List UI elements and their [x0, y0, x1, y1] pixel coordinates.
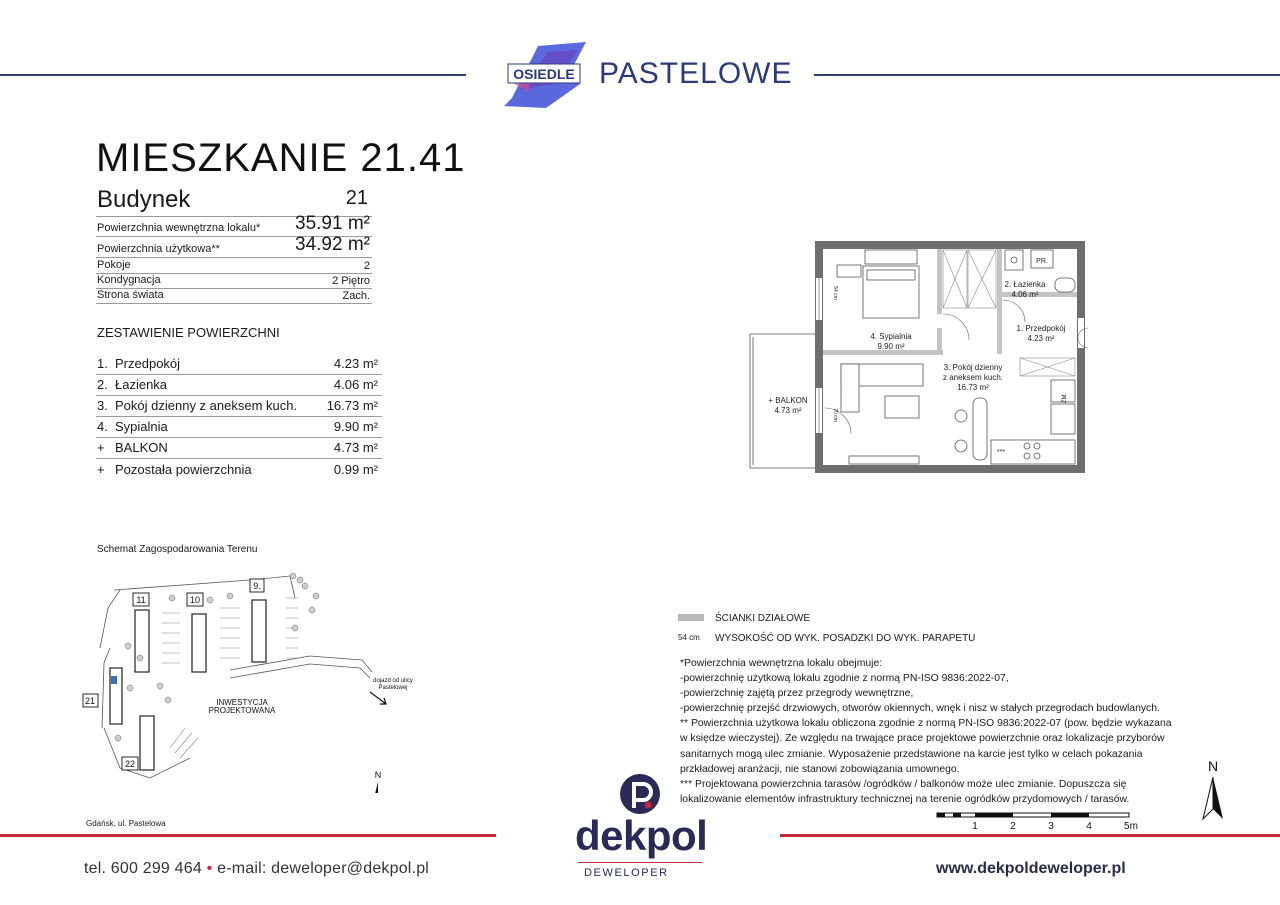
area-summary-title: ZESTAWIENIE POWIERZCHNI: [97, 325, 280, 340]
room-name: Przedpokój: [115, 356, 181, 371]
footnote-line: -powierzchnię użytkową lokalu zgodnie z normą PN-ISO 9836:2022-07,: [680, 673, 1009, 685]
room-row: [96, 375, 382, 396]
scale-tick: 1: [972, 821, 978, 832]
dekpol-wordmark: dekpol: [575, 812, 708, 859]
footnote-line: sanitarnych mogą ulec zmianie. Wyposażenie przedstawione na karcie jest tylko w celach pokazania: [680, 748, 1143, 760]
room-name: BALKON: [115, 440, 168, 455]
room-number: +: [97, 462, 105, 477]
header-line-left: [0, 74, 466, 76]
plan-legend: [678, 610, 998, 650]
room-row: [96, 459, 382, 480]
room-name: Pokój dzienny z aneksem kuch.: [115, 398, 298, 413]
contact-info: [84, 860, 429, 878]
osiedle-logo-text: OSIEDLE: [513, 66, 575, 82]
living-label: z aneksem kuch.: [942, 373, 1004, 382]
hall-label: 1. Przedpokój: [1016, 324, 1066, 333]
dekpol-rule: [578, 862, 702, 863]
info-value: 2: [363, 260, 370, 272]
separator-dot: •: [206, 860, 213, 877]
footnotes: [680, 656, 1200, 807]
room-number: 1.: [97, 356, 108, 371]
dekpol-subtitle: DEWELOPER: [584, 867, 669, 879]
access-label: Pastelowej: [378, 685, 408, 691]
info-label: Strona świata: [97, 289, 164, 301]
footnote-line: lokalizowanie elementów infrastruktury technicznej na terenie ogródków przydomowych / tarasów.: [680, 793, 1130, 805]
brand-name: PASTELOWE: [599, 57, 793, 90]
phone-number[interactable]: tel. 600 299 464: [84, 860, 202, 877]
footnote-line: w księdze wieczystej). Ze względu na trwające prace projektowe powierzchnie oraz lokalizacje przyborów: [680, 733, 1165, 745]
footnote-line: *** Projektowana powierzchnia tarasów /ogródków / balkonów może ulec zmianie. Dopuszcza się: [680, 778, 1127, 790]
living-label: 3. Pokój dzienny: [943, 363, 1003, 372]
balcony-area: 4.73 m²: [774, 406, 802, 415]
room-area: 4.23 m²: [333, 356, 378, 371]
investment-label: INWESTYCJA: [216, 698, 268, 707]
room-number: +: [97, 440, 105, 455]
footnote-line: przkładowej aranżacji, nie stanowi zobowiązania umownego.: [680, 763, 960, 775]
stars-label: ***: [996, 449, 1006, 456]
partition-wall-legend: ŚCIANKI DZIAŁOWE: [715, 613, 811, 624]
website-link[interactable]: www.dekpoldeweloper.pl: [936, 860, 1126, 877]
sill-height-living: 70 cm: [832, 408, 838, 422]
room-area: 9.90 m²: [333, 419, 378, 434]
apartment-info-table: [96, 186, 372, 305]
room-name: Sypialnia: [115, 419, 168, 434]
room-row: [96, 396, 382, 417]
building-10-label: 10: [189, 595, 201, 605]
access-label: dojazd od ulicy: [373, 678, 413, 684]
living-area: 16.73 m²: [957, 383, 989, 392]
site-address: Gdańsk, ul. Pastelowa: [86, 819, 166, 828]
info-value: 34.92 m²: [295, 234, 370, 255]
access-arrow-icon: [370, 692, 386, 704]
footer-line-right: [780, 834, 1280, 837]
scale-bar: [935, 810, 1145, 834]
info-row: [96, 289, 372, 304]
info-label: Kondygnacja: [97, 274, 161, 286]
info-row: [96, 258, 372, 274]
scale-tick: 4: [1086, 821, 1092, 832]
bedroom-label: 4. Sypialnia: [870, 332, 912, 341]
info-row: [96, 234, 372, 258]
footnote-line: ** Powierzchnia użytkowa lokalu obliczona zgodnie z normą PN-ISO 9836:2022-07 (pow. będzie wykazana: [680, 718, 1172, 730]
investment-label: PROJEKTOWANA: [208, 706, 276, 715]
sill-height-bedroom: 54 cm: [832, 286, 838, 300]
bathroom-label: 2. Łazienka: [1004, 280, 1046, 289]
hall-area: 4.23 m²: [1027, 334, 1055, 343]
building-label: Budynek: [97, 186, 191, 213]
area-summary-list: [96, 354, 382, 479]
sill-height-legend: WYSOKOŚĆ OD WYK. POSADZKI DO WYK. PARAPETU: [715, 633, 976, 644]
room-number: 2.: [97, 377, 108, 392]
room-area: 4.73 m²: [333, 440, 378, 455]
bedroom-area: 9.90 m²: [877, 342, 905, 351]
room-name: Pozostała powierzchnia: [115, 462, 252, 477]
room-area: 16.73 m²: [326, 398, 378, 413]
site-plan-map: [80, 568, 460, 793]
partition-wall-swatch: [678, 614, 704, 621]
north-arrow-icon: [1200, 757, 1226, 821]
info-value: 2 Piętro: [332, 275, 370, 287]
room-row: [96, 354, 382, 375]
building-value: 21: [345, 187, 368, 209]
room-row: [96, 417, 382, 438]
building-11-label: 11: [136, 595, 146, 605]
header-line-right: [814, 74, 1280, 76]
site-north-label: N: [374, 770, 382, 780]
info-label: Powierzchnia użytkowa**: [97, 243, 220, 255]
scale-tick: 3: [1048, 821, 1054, 832]
room-number: 3.: [97, 398, 108, 413]
footnote-line: *Powierzchnia wewnętrzna lokalu obejmuje:: [680, 658, 883, 669]
room-number: 4.: [97, 419, 108, 434]
info-row: [96, 274, 372, 289]
scale-tick: 2: [1010, 821, 1016, 832]
info-value: Zach.: [342, 290, 370, 302]
room-row: [96, 438, 382, 459]
apartment-title: MIESZKANIE 21.41: [96, 136, 466, 180]
balcony-label: + BALKON: [768, 396, 808, 405]
fridge-label: ZM.: [1062, 392, 1068, 404]
building-21-label: 21: [84, 696, 96, 706]
info-label: Pokoje: [97, 259, 131, 271]
footnote-line: -powierzchnię zajętą przez przegrody wewnętrzne,: [680, 688, 914, 700]
osiedle-logo: [498, 40, 594, 110]
footer-line-left: [0, 834, 496, 837]
room-name: Łazienka: [115, 377, 168, 392]
footnote-line: -powierzchnię przejść drzwiowych, otworów okiennych, wnęk i nisz w stałych przegrodach budowlanych.: [680, 703, 1160, 715]
bathroom-area: 4.06 m²: [1011, 290, 1039, 299]
site-north-arrow-icon: [374, 782, 378, 793]
scale-tick: 5m: [1124, 821, 1138, 832]
site-plan-caption: Schemat Zagospodarowania Terenu: [97, 544, 258, 555]
room-area: 0.99 m²: [333, 462, 378, 477]
building-22-label: 22: [124, 759, 136, 769]
sill-height-mark: 54 cm: [678, 633, 700, 642]
info-label: Powierzchnia wewnętrzna lokalu*: [97, 222, 261, 234]
washer-label: PR.: [1036, 258, 1048, 265]
north-label: N: [1207, 758, 1219, 774]
floor-plan: [745, 238, 1090, 476]
info-value: 35.91 m²: [295, 213, 370, 234]
building-9-label: 9.: [253, 581, 261, 591]
email-address[interactable]: e-mail: deweloper@dekpol.pl: [217, 860, 430, 877]
room-area: 4.06 m²: [333, 377, 378, 392]
